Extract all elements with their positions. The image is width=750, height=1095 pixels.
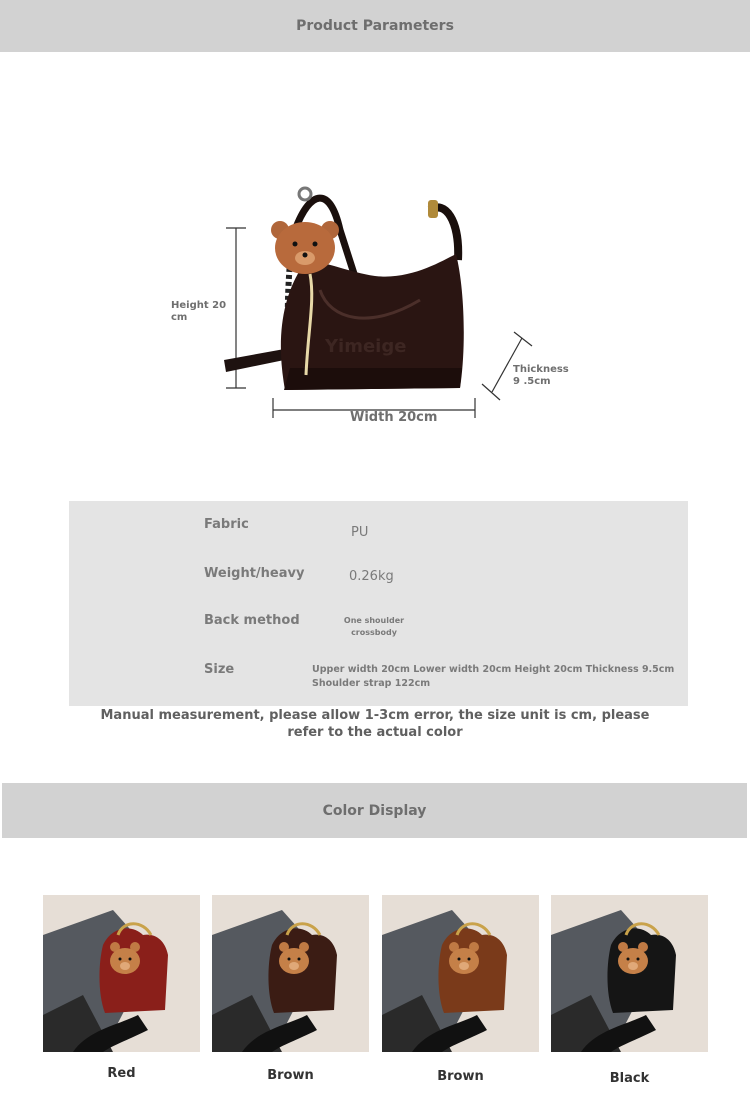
- color-name-label: Red: [107, 1066, 136, 1081]
- bag-embossed-logo: Yimeige: [325, 336, 407, 357]
- size-value: Upper width 20cm Lower width 20cm Height 20cm Thickness 9.5cm Shoulder strap 122cm: [312, 664, 675, 689]
- color-swatch-image[interactable]: [43, 895, 200, 1052]
- measurement-note: Manual measurement, please allow 1-3cm error, the size unit is cm, please refer to the actual color: [100, 708, 650, 740]
- product-parameters-banner: [0, 0, 750, 52]
- product-parameters-title: Product Parameters: [296, 18, 454, 34]
- weight-value: 0.26kg: [349, 569, 394, 584]
- color-display-title: Color Display: [322, 802, 427, 819]
- fabric-value: PU: [351, 525, 369, 540]
- height-dimension-label: Height 20 cm: [171, 300, 227, 323]
- color-swatch-image[interactable]: [382, 895, 539, 1052]
- back-method-label: Back method: [204, 613, 300, 628]
- color-name-label: Black: [609, 1071, 650, 1086]
- thickness-dimension-label: Thickness 9 .5cm: [513, 364, 569, 387]
- color-swatch-image[interactable]: [212, 895, 369, 1052]
- back-method-value: One shoulder crossbody: [343, 616, 405, 637]
- parameters-table: [69, 501, 688, 706]
- size-label: Size: [204, 662, 235, 677]
- fabric-label: Fabric: [204, 517, 249, 532]
- width-dimension-label: Width 20cm: [350, 410, 438, 425]
- color-swatch-image[interactable]: [551, 895, 708, 1052]
- product-dimension-diagram: [160, 170, 600, 440]
- color-name-label: Brown: [437, 1069, 484, 1084]
- color-name-label: Brown: [267, 1068, 314, 1083]
- weight-label: Weight/heavy: [204, 566, 305, 581]
- color-display-banner: [2, 783, 747, 838]
